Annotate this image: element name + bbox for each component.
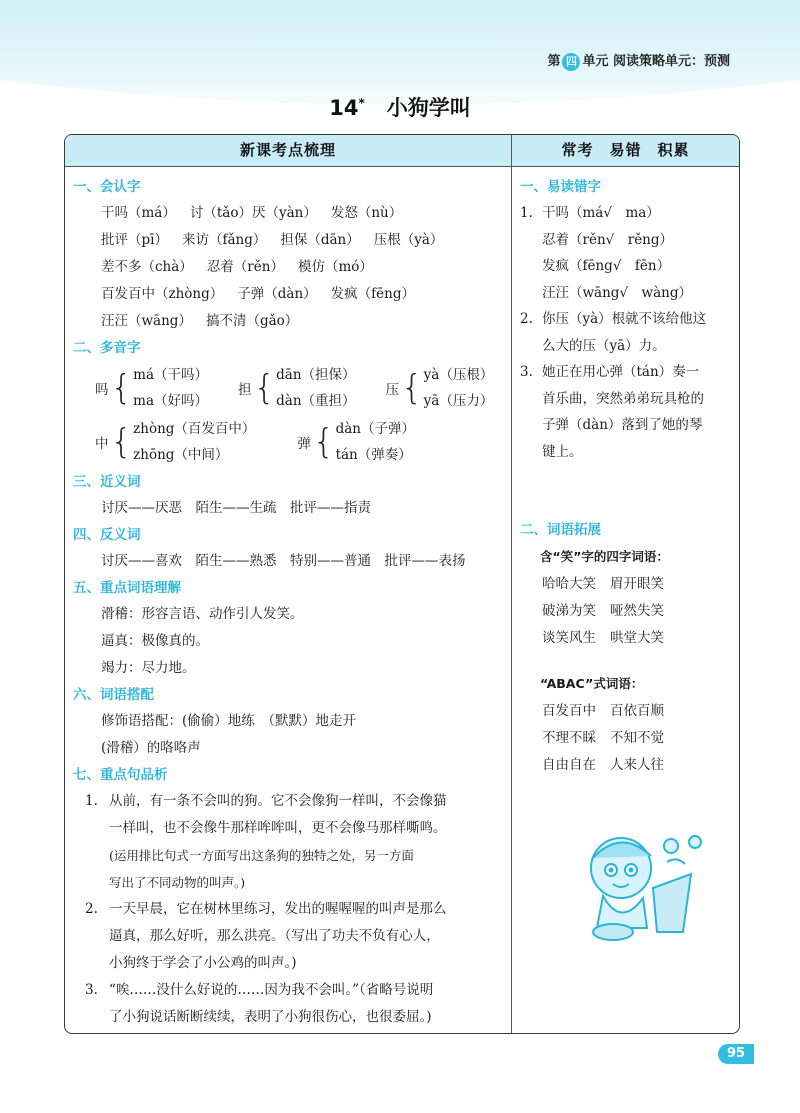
- section-title: 三、近义词: [73, 474, 141, 490]
- polyphone-group: 弹 { dàn（子弹） tán（弹奏）: [297, 421, 415, 463]
- lesson-title: 14* 小狗学叫: [329, 96, 471, 120]
- idiom-pair: 哈哈大笑 眉开眼笑: [542, 576, 664, 592]
- word-row: 百发百中（zhòng） 子弹（dàn） 发疯（fēng）: [101, 286, 415, 302]
- section-title: 五、重点词语理解: [73, 580, 181, 596]
- error-item: 3. 她正在用心弹（tán）奏一 首乐曲，突然弟弟玩具枪的 子弹（dàn）落到了她的琴 键上。: [520, 364, 704, 460]
- idiom-pair: 百发百中 百依百顺: [542, 703, 664, 719]
- synonym-line: 讨厌——厌恶 陌生——生疏 批评——指责: [101, 500, 371, 516]
- polyphone-group: 中 { zhòng（百发百中） zhōng（中间）: [95, 421, 256, 463]
- section-title: 七、重点句品析: [73, 767, 168, 783]
- section-title: 六、词语搭配: [73, 687, 154, 703]
- definition-line: 竭力：尽力地。: [101, 660, 196, 676]
- error-item: 2. 你压（yà）根就不该给他这 么大的压（yā）力。: [520, 311, 707, 354]
- polyphone-group: 担 { dān（担保） dàn（重担）: [238, 367, 356, 409]
- section-title: 二、词语拓展: [520, 522, 601, 538]
- section-title: 二、多音字: [73, 340, 141, 356]
- word-row: 差不多（chà） 忍着（rěn） 模仿（mó）: [101, 259, 373, 275]
- polyphone-group: 压 { yà（压根） yā（压力）: [385, 367, 494, 409]
- idiom-pair: 自由自在 人来人往: [542, 757, 664, 773]
- polyphone-row: [73, 415, 503, 469]
- word-row: 批评（pī） 来访（fǎng） 担保（dān） 压根（yà）: [101, 232, 444, 248]
- word-row: 汪汪（wāng） 搞不清（gǎo）: [101, 313, 299, 329]
- section-title: 一、易读错字: [520, 179, 601, 195]
- left-column: [65, 135, 512, 1033]
- sub-heading: “ABAC”式词语：: [540, 676, 644, 691]
- idiom-pair: 不理不睬 不知不觉: [542, 730, 664, 746]
- idiom-pair: 谈笑风生 哄堂大笑: [542, 630, 664, 646]
- page-number: 95: [718, 1044, 754, 1064]
- collocation-line: (滑稽）的咯咯声: [101, 740, 201, 756]
- unit-label: 第 四 单元 阅读策略单元：预测: [547, 54, 730, 69]
- collocation-line: 修饰语搭配：(偷偷）地练 （默默）地走开: [101, 713, 357, 729]
- polyphone-row: [73, 361, 503, 415]
- antonym-line: 讨厌——喜欢 陌生——熟悉 特别——普通 批评——表扬: [101, 553, 466, 569]
- idiom-pair: 破涕为笑 哑然失笑: [542, 603, 664, 619]
- polyphone-group: 吗 { má（干吗） ma（好吗）: [95, 367, 208, 409]
- mascot-illustration: [573, 828, 718, 948]
- section-title: 一、会认字: [73, 179, 141, 195]
- sentence-analysis-item: 3. “唉……没什么好说的……因为我不会叫。”（省略号说明 了小狗说话断断续续，表明了小狗很伤心，也很委屈。): [85, 982, 434, 1025]
- word-row: 干吗（má） 讨（tǎo）厌（yàn） 发怒（nù）: [101, 205, 403, 221]
- sub-heading: 含“笑”字的四字词语：: [540, 549, 669, 564]
- sentence-analysis-item: 2. 一天早晨，它在树林里练习，发出的喔喔喔的叫声是那么 逼真，那么好听，那么洪亮。（写出了功夫不负有心人， 小狗终于学会了小公鸡的叫声。): [85, 901, 447, 971]
- definition-line: 逼真：极像真的。: [101, 633, 209, 649]
- right-column-header: 常考 易错 积累: [512, 135, 739, 167]
- error-item: 1. 干吗（má√ ma） 忍着（rěn√ rěng） 发疯（fēng√ fēn） 汪汪（wāng√ wàng）: [520, 205, 692, 301]
- definition-line: 滑稽：形容言语、动作引人发笑。: [101, 606, 304, 622]
- section-title: 四、反义词: [73, 527, 141, 543]
- left-column-header: 新课考点梳理: [65, 135, 511, 167]
- unit-number-badge: 四: [562, 53, 580, 71]
- sentence-analysis-item: 1. 从前，有一条不会叫的狗。它不会像狗一样叫，不会像猫 一样叫，也不会像牛那样哞哞叫，更不会像马那样嘶鸣。 (运用排比句式一方面写出这条狗的独特之处，另一方面 写出了不同动物的叫声。): [85, 793, 447, 890]
